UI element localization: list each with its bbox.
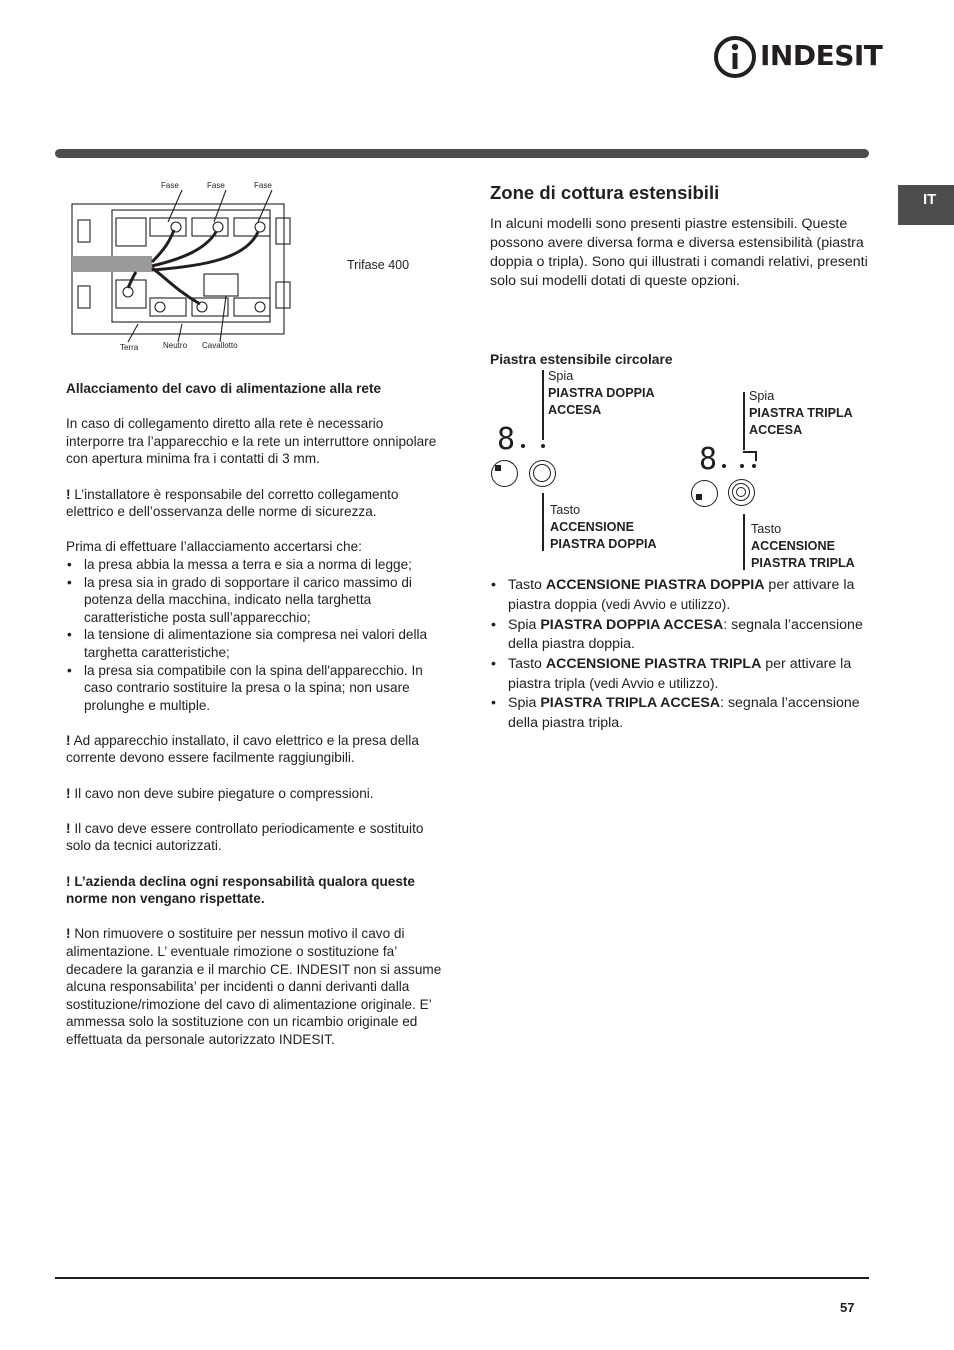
controls-description-list bbox=[490, 576, 874, 733]
intro-paragraph: In alcuni modelli sono presenti piastre estensibili. Queste possono avere diversa forma e diversa estensibilità (piastra doppia o tripla). Sono qui illustrati i comandi relativi, presenti solo sui modelli dotati di queste opzioni. bbox=[490, 216, 868, 289]
label-cavallotto: Cavallotto bbox=[202, 341, 238, 350]
leader-line bbox=[743, 514, 745, 570]
terminal-block-drawing bbox=[66, 178, 296, 354]
label-terra: Terra bbox=[120, 343, 139, 352]
warning-paragraph: ! Ad apparecchio installato, il cavo elettrico e la presa della corrente devono essere facilmente raggiungibili. bbox=[66, 732, 419, 766]
list-item: • Spia PIASTRA TRIPLA ACCESA: segnala l’accensione della piastra tripla. bbox=[490, 694, 874, 733]
leader-line bbox=[542, 493, 544, 551]
leader-line bbox=[743, 392, 745, 450]
label-spia-piastra-doppia: Spia PIASTRA DOPPIA ACCESA bbox=[548, 369, 655, 417]
indesit-logo bbox=[714, 34, 883, 80]
zone-button-icon[interactable] bbox=[491, 460, 518, 487]
decimal-point bbox=[521, 444, 525, 448]
warning-paragraph: ! L’installatore è responsabile del corretto collegamento elettrico e dell’osservanza delle norme di sicurezza. bbox=[66, 486, 399, 520]
left-column bbox=[66, 380, 444, 1066]
accensione-piastra-tripla-button[interactable] bbox=[728, 479, 755, 506]
label-fase-3: Fase bbox=[254, 181, 272, 190]
paragraph: Prima di effettuare l’allacciamento accertarsi che: bbox=[66, 539, 362, 555]
zone-button-icon[interactable] bbox=[691, 480, 718, 507]
list-item: • la presa sia compatibile con la spina dell'apparecchio. In caso contrario sostituire la presa o la spina; non usare prolunghe e multiple. bbox=[66, 662, 444, 715]
terminal-block-diagram bbox=[66, 178, 296, 354]
language-tab: IT bbox=[898, 185, 954, 225]
list-item: • Tasto ACCENSIONE PIASTRA DOPPIA per attivare la piastra doppia (vedi Avvio e utilizzo). bbox=[490, 576, 874, 616]
warning-paragraph: ! Non rimuovere o sostituire per nessun motivo il cavo di alimentazione. L’ eventuale rimozione o sostituzione fa’ decadere la garanzia e il marchio CE. INDESIT non si assume alcuna responsabilita’ per incidenti o danni derivanti dalla sostituzione/rimozione del cavo di alimentazione originale. E’ ammessa solo la sostituzione con un ricambio originale ed effettuata da personale autorizzato INDESIT. bbox=[66, 926, 442, 1047]
list-item: • la tensione di alimentazione sia compresa nei valori della targhetta caratteristiche; bbox=[66, 626, 444, 661]
spia-tripla-led-icon bbox=[752, 464, 756, 468]
label-fase-1: Fase bbox=[161, 181, 179, 190]
section-title: Zone di cottura estensibili bbox=[490, 182, 720, 203]
label-tasto-piastra-doppia: Tasto ACCENSIONE PIASTRA DOPPIA bbox=[550, 503, 657, 551]
diagram-caption: Trifase 400 bbox=[347, 258, 410, 272]
label-neutro: Neutro bbox=[163, 341, 188, 350]
footer-rule bbox=[55, 1277, 869, 1279]
header-rule bbox=[55, 149, 869, 158]
warning-paragraph-bold: ! L’azienda declina ogni responsabilità qualora queste norme non vengano rispettate. bbox=[66, 873, 415, 907]
page-number: 57 bbox=[840, 1300, 855, 1315]
warning-paragraph: ! Il cavo non deve subire piegature o compressioni. bbox=[66, 785, 374, 801]
list-item: • Tasto ACCENSIONE PIASTRA TRIPLA per attivare la piastra tripla (vedi Avvio e utilizzo). bbox=[490, 655, 874, 695]
paragraph: In caso di collegamento diretto alla rete è necessario interporre tra l’apparecchio e la rete un interruttore onnipolare con apertura minima fra i contatti di 3 mm. bbox=[66, 416, 437, 467]
spia-doppia-led-icon bbox=[541, 444, 545, 448]
leader-line bbox=[755, 451, 757, 461]
display-digit-doppia: 8 bbox=[497, 422, 516, 457]
label-tasto-piastra-tripla: Tasto ACCENSIONE PIASTRA TRIPLA bbox=[751, 522, 855, 570]
warning-paragraph: ! Il cavo deve essere controllato periodicamente e sostituito solo da tecnici autorizzati. bbox=[66, 820, 424, 854]
section-heading: Allacciamento del cavo di alimentazione alla rete bbox=[66, 381, 382, 396]
list-item: • la presa sia in grado di sopportare il carico massimo di potenza della macchina, indicato nella targhetta caratteristiche posta sull’apparecchio; bbox=[66, 574, 444, 627]
brand-name: INDESIT bbox=[760, 39, 883, 72]
list-item: • la presa abbia la messa a terra e sia a norma di legge; bbox=[66, 556, 444, 574]
display-digit-tripla: 8 bbox=[699, 442, 718, 477]
sub-heading: Piastra estensibile circolare bbox=[490, 352, 673, 367]
decimal-point bbox=[722, 464, 726, 468]
checklist bbox=[66, 556, 444, 714]
label-fase-2: Fase bbox=[207, 181, 225, 190]
spia-tripla-led-icon bbox=[740, 464, 744, 468]
list-item: • Spia PIASTRA DOPPIA ACCESA: segnala l’accensione della piastra doppia. bbox=[490, 616, 874, 655]
label-spia-piastra-tripla: Spia PIASTRA TRIPLA ACCESA bbox=[749, 389, 853, 437]
leader-line bbox=[542, 370, 544, 440]
accensione-piastra-doppia-button[interactable] bbox=[529, 460, 556, 487]
indesit-logo-mark-icon bbox=[714, 34, 758, 80]
